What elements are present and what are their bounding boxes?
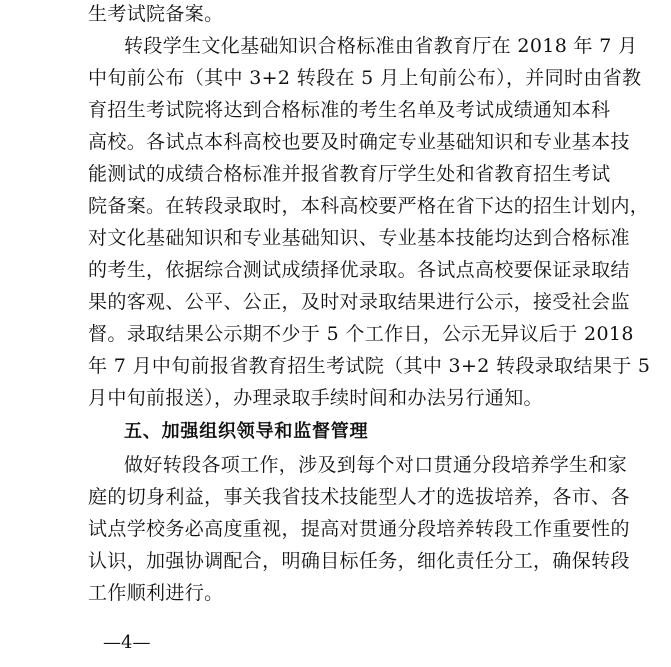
body-text-line: 庭的切身利益，事关我省技术技能型人才的选拔培养，各市、各 bbox=[88, 486, 630, 508]
body-text-line: 月中旬前报送），办理录取手续时间和办法另行通知。 bbox=[88, 387, 543, 409]
body-text-line: 育招生考试院将达到合格标准的考生名单及考试成绩通知本科 bbox=[88, 99, 611, 121]
body-text-line: 中旬前公布（其中 3+2 转段在 5 月上旬前公布），并同时由省教 bbox=[88, 67, 642, 89]
body-text-line: 工作顺利进行。 bbox=[88, 582, 224, 604]
body-text-line: 年 7 月中旬前报省教育招生考试院（其中 3+2 转段录取结果于 5 bbox=[88, 355, 651, 377]
body-text-line: 果的客观、公平、公正，及时对录取结果进行公示，接受社会监 bbox=[88, 291, 630, 313]
body-text-line: 对文化基础知识和专业基础知识、专业基本技能均达到合格标准 bbox=[88, 227, 630, 249]
body-text-line: 能测试的成绩合格标准并报省教育厅学生处和省教育招生考试 bbox=[88, 163, 611, 185]
body-text-line: 生考试院备案。 bbox=[88, 3, 224, 25]
page-number: —4— bbox=[103, 632, 151, 653]
body-text-line: 做好转段各项工作，涉及到每个对口贯通分段培养学生和家 bbox=[124, 454, 628, 476]
body-text-line: 院备案。在转段录取时，本科高校要严格在省下达的招生计划内， bbox=[88, 195, 650, 217]
body-text-line: 的考生，依据综合测试成绩择优录取。各试点高校要保证录取结 bbox=[88, 259, 630, 281]
body-text-line: 高校。各试点本科高校也要及时确定专业基础知识和专业基本技 bbox=[88, 131, 630, 153]
body-text-line: 认识，加强协调配合，明确目标任务，细化责任分工，确保转段 bbox=[88, 550, 630, 572]
body-text-line: 督。录取结果公示期不少于 5 个工作日，公示无异议后于 2018 bbox=[88, 323, 634, 345]
body-text-line: 转段学生文化基础知识合格标准由省教育厅在 2018 年 7 月 bbox=[124, 35, 638, 57]
section-heading: 五、加强组织领导和监督管理 bbox=[124, 421, 369, 442]
body-text-line: 试点学校务必高度重视，提高对贯通分段培养转段工作重要性的 bbox=[88, 518, 630, 540]
